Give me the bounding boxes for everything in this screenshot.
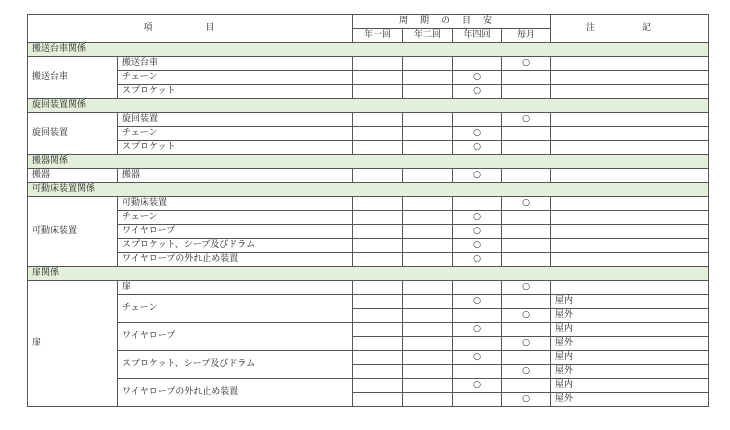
check-mark: ○: [473, 128, 481, 138]
note-cell: [551, 169, 709, 183]
check-mark: ○: [522, 366, 530, 376]
period-cell: [403, 127, 453, 141]
period-cell: [403, 295, 453, 309]
period-cell: [353, 127, 403, 141]
note-cell: [551, 253, 709, 267]
section-row: [28, 99, 709, 113]
section-row: [28, 183, 709, 197]
period-cell: [502, 85, 551, 99]
period-cell: [353, 379, 403, 393]
check-mark: ○: [473, 254, 481, 264]
note-cell: [551, 281, 709, 295]
check-mark: ○: [473, 212, 481, 222]
section-row: [28, 43, 709, 57]
section-title: 旋回装置関係: [28, 99, 709, 113]
section-row: [28, 267, 709, 281]
period-cell: [353, 225, 403, 239]
note-cell: [551, 113, 709, 127]
section-title: 搬送台車関係: [28, 43, 709, 57]
table-row: [28, 57, 709, 71]
group-name: 旋回装置: [28, 113, 118, 155]
note-cell: 屋外: [551, 365, 709, 379]
period-cell: [502, 281, 551, 295]
period-cell: [403, 337, 453, 351]
check-mark: ○: [473, 380, 481, 390]
period-cell: [353, 85, 403, 99]
period-cell: [453, 281, 502, 295]
period-cell: [353, 71, 403, 85]
note-cell: [551, 127, 709, 141]
table-row: [28, 85, 709, 99]
check-mark: ○: [473, 170, 481, 180]
check-mark: ○: [522, 114, 530, 124]
inspection-table: [27, 14, 709, 407]
period-cell: [353, 169, 403, 183]
table-row: [28, 225, 709, 239]
note-cell: 屋外: [551, 337, 709, 351]
period-cell: [353, 197, 403, 211]
period-cell: [403, 323, 453, 337]
period-cell: [353, 295, 403, 309]
item-header: 項 目: [28, 15, 353, 43]
period-cell: [453, 365, 502, 379]
table-row: [28, 351, 709, 365]
item-label: スプロケット: [118, 85, 353, 99]
period-cell: [453, 169, 502, 183]
period-cell: [403, 225, 453, 239]
period-cell: [502, 169, 551, 183]
period-cell: [403, 365, 453, 379]
period-cell: [453, 253, 502, 267]
period-cell: [453, 127, 502, 141]
period-cell: [502, 351, 551, 365]
period-cell: [403, 253, 453, 267]
period-cell: [403, 169, 453, 183]
period-cell: [353, 393, 403, 407]
period-cell: [453, 141, 502, 155]
period-cell: [502, 309, 551, 323]
period-cell: [502, 365, 551, 379]
table-row: [28, 253, 709, 267]
check-mark: ○: [522, 310, 530, 320]
period-cell: [453, 351, 502, 365]
note-cell: [551, 197, 709, 211]
item-label: 可動床装置: [118, 197, 353, 211]
check-mark: ○: [473, 72, 481, 82]
check-mark: ○: [473, 240, 481, 250]
period-cell: [403, 393, 453, 407]
note-cell: [551, 141, 709, 155]
period-cell: [453, 57, 502, 71]
period-cell: [502, 393, 551, 407]
table-body: [28, 43, 709, 407]
period-cell: [502, 211, 551, 225]
table-row: [28, 169, 709, 183]
period-header: 年一回: [353, 29, 403, 43]
item-label: 扉: [118, 281, 353, 295]
note-cell: [551, 85, 709, 99]
period-cell: [353, 239, 403, 253]
table-row: [28, 113, 709, 127]
item-label: スプロケット、シーブ及びドラム: [118, 239, 353, 253]
table-row: [28, 71, 709, 85]
note-cell: [551, 57, 709, 71]
period-cell: [403, 281, 453, 295]
period-cell: [502, 239, 551, 253]
maintenance-schedule: [27, 14, 708, 407]
item-label: 旋回装置: [118, 113, 353, 127]
table-row: [28, 127, 709, 141]
period-header: 年四回: [453, 29, 502, 43]
note-cell: 屋内: [551, 351, 709, 365]
table-row: [28, 295, 709, 309]
period-cell: [403, 211, 453, 225]
group-name: 搬器: [28, 169, 118, 183]
period-cell: [353, 309, 403, 323]
check-mark: ○: [473, 142, 481, 152]
period-cell: [453, 323, 502, 337]
note-cell: [551, 225, 709, 239]
period-header: 年二回: [403, 29, 453, 43]
item-label: 搬器: [118, 169, 353, 183]
period-cell: [453, 113, 502, 127]
period-cell: [502, 295, 551, 309]
period-cell: [453, 225, 502, 239]
period-cell: [502, 71, 551, 85]
note-cell: [551, 239, 709, 253]
item-label: チェーン: [118, 127, 353, 141]
period-cell: [353, 323, 403, 337]
period-header: 毎月: [502, 29, 551, 43]
group-name: 可動床装置: [28, 197, 118, 267]
period-cell: [453, 393, 502, 407]
check-mark: ○: [473, 226, 481, 236]
period-cell: [453, 295, 502, 309]
period-cell: [502, 57, 551, 71]
check-mark: ○: [473, 324, 481, 334]
item-label: チェーン: [118, 71, 353, 85]
period-cell: [353, 253, 403, 267]
period-cell: [353, 141, 403, 155]
note-cell: 屋内: [551, 379, 709, 393]
table-row: [28, 239, 709, 253]
cycle-header: 周期の目安: [353, 15, 551, 29]
item-label: 搬送台車: [118, 57, 353, 71]
period-cell: [502, 127, 551, 141]
period-cell: [453, 85, 502, 99]
table-row: [28, 323, 709, 337]
period-cell: [353, 365, 403, 379]
check-mark: ○: [522, 338, 530, 348]
period-cell: [453, 337, 502, 351]
table-row: [28, 211, 709, 225]
period-cell: [453, 71, 502, 85]
item-label: ワイヤロープの外れ止め装置: [118, 379, 353, 407]
item-label: スプロケット: [118, 141, 353, 155]
period-cell: [403, 85, 453, 99]
note-cell: 屋内: [551, 323, 709, 337]
period-cell: [353, 281, 403, 295]
period-cell: [453, 309, 502, 323]
item-label: チェーン: [118, 295, 353, 323]
item-label: ワイヤロープの外れ止め装置: [118, 253, 353, 267]
section-title: 搬器関係: [28, 155, 709, 169]
item-label: チェーン: [118, 211, 353, 225]
table-row: [28, 197, 709, 211]
notes-header: 注 記: [551, 15, 709, 43]
period-cell: [502, 197, 551, 211]
note-cell: 屋外: [551, 393, 709, 407]
period-cell: [403, 379, 453, 393]
note-cell: 屋内: [551, 295, 709, 309]
item-label: ワイヤロープ: [118, 225, 353, 239]
period-cell: [502, 323, 551, 337]
period-cell: [403, 309, 453, 323]
period-cell: [403, 239, 453, 253]
item-label: スプロケット、シーブ及びドラム: [118, 351, 353, 379]
section-title: 扉関係: [28, 267, 709, 281]
check-mark: ○: [473, 86, 481, 96]
table-row: [28, 379, 709, 393]
note-cell: 屋外: [551, 309, 709, 323]
period-cell: [502, 141, 551, 155]
table-row: [28, 281, 709, 295]
check-mark: ○: [473, 296, 481, 306]
table-row: [28, 141, 709, 155]
check-mark: ○: [522, 282, 530, 292]
period-cell: [353, 337, 403, 351]
group-name: 扉: [28, 281, 118, 407]
period-cell: [502, 113, 551, 127]
period-cell: [502, 379, 551, 393]
period-cell: [453, 239, 502, 253]
period-cell: [353, 211, 403, 225]
period-cell: [353, 351, 403, 365]
section-row: [28, 155, 709, 169]
period-cell: [403, 197, 453, 211]
check-mark: ○: [522, 58, 530, 68]
period-cell: [453, 379, 502, 393]
section-title: 可動床装置関係: [28, 183, 709, 197]
period-cell: [403, 351, 453, 365]
period-cell: [353, 57, 403, 71]
period-cell: [403, 71, 453, 85]
check-mark: ○: [473, 352, 481, 362]
period-cell: [403, 113, 453, 127]
period-cell: [453, 197, 502, 211]
group-name: 搬送台車: [28, 57, 118, 99]
period-cell: [453, 211, 502, 225]
note-cell: [551, 71, 709, 85]
period-cell: [502, 225, 551, 239]
period-cell: [403, 141, 453, 155]
note-cell: [551, 211, 709, 225]
period-cell: [502, 337, 551, 351]
period-cell: [502, 253, 551, 267]
check-mark: ○: [522, 198, 530, 208]
period-cell: [353, 113, 403, 127]
check-mark: ○: [522, 394, 530, 404]
period-cell: [403, 57, 453, 71]
item-label: ワイヤロープ: [118, 323, 353, 351]
